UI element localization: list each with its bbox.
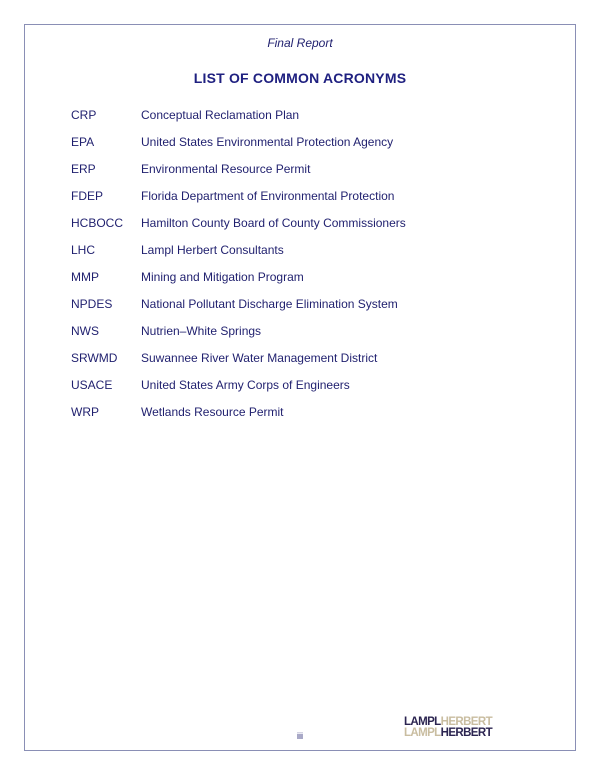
acronym-definition: National Pollutant Discharge Elimination System xyxy=(141,297,398,311)
acronym-row xyxy=(71,216,406,243)
acronym-definition: United States Environmental Protection Agency xyxy=(141,135,394,149)
page-number: iii xyxy=(297,731,303,741)
acronym-abbreviation: NWS xyxy=(71,324,99,338)
acronym-definition: Mining and Mitigation Program xyxy=(141,270,304,284)
acronym-abbreviation: MMP xyxy=(71,270,99,284)
acronym-abbreviation: WRP xyxy=(71,405,99,419)
acronym-definition: Hamilton County Board of County Commissioners xyxy=(141,216,406,230)
acronym-abbreviation: NPDES xyxy=(71,297,113,311)
acronym-definition: Conceptual Reclamation Plan xyxy=(141,108,300,122)
acronym-row xyxy=(71,135,406,162)
acronym-row xyxy=(71,243,406,270)
acronym-abbreviation: CRP xyxy=(71,108,97,122)
acronym-definition: Environmental Resource Permit xyxy=(141,162,311,176)
acronym-row xyxy=(71,189,406,216)
acronym-definition: Wetlands Resource Permit xyxy=(141,405,284,419)
acronym-row xyxy=(71,162,406,189)
company-logo xyxy=(404,717,496,741)
acronym-definition: Lampl Herbert Consultants xyxy=(141,243,284,257)
acronym-abbreviation: EPA xyxy=(71,135,95,149)
acronym-row xyxy=(71,270,406,297)
acronym-abbreviation: HCBOCC xyxy=(71,216,124,230)
acronym-row xyxy=(71,378,406,405)
page-title: LIST OF COMMON ACRONYMS xyxy=(193,70,407,86)
logo-word-herbert: HERBERT xyxy=(440,716,492,728)
acronym-row xyxy=(71,297,406,324)
acronym-abbreviation: LHC xyxy=(71,243,96,257)
logo-word-lampl: LAMPL xyxy=(404,727,441,739)
logo-line-2 xyxy=(404,728,496,739)
acronym-row xyxy=(71,324,406,351)
acronym-row xyxy=(71,351,406,378)
acronym-definition: United States Army Corps of Engineers xyxy=(141,378,350,392)
acronym-abbreviation: USACE xyxy=(71,378,113,392)
acronym-abbreviation: SRWMD xyxy=(71,351,118,365)
logo-word-herbert: HERBERT xyxy=(440,727,492,739)
acronym-list xyxy=(71,108,406,432)
acronym-abbreviation: ERP xyxy=(71,162,96,176)
acronym-abbreviation: FDEP xyxy=(71,189,104,203)
acronym-definition: Suwannee River Water Management District xyxy=(141,351,378,365)
acronym-definition: Nutrien–White Springs xyxy=(141,324,262,338)
acronym-row xyxy=(71,108,406,135)
logo-word-lampl: LAMPL xyxy=(404,716,441,728)
acronym-definition: Florida Department of Environmental Protection xyxy=(141,189,395,203)
report-header: Final Report xyxy=(267,36,333,50)
acronym-row xyxy=(71,405,406,432)
